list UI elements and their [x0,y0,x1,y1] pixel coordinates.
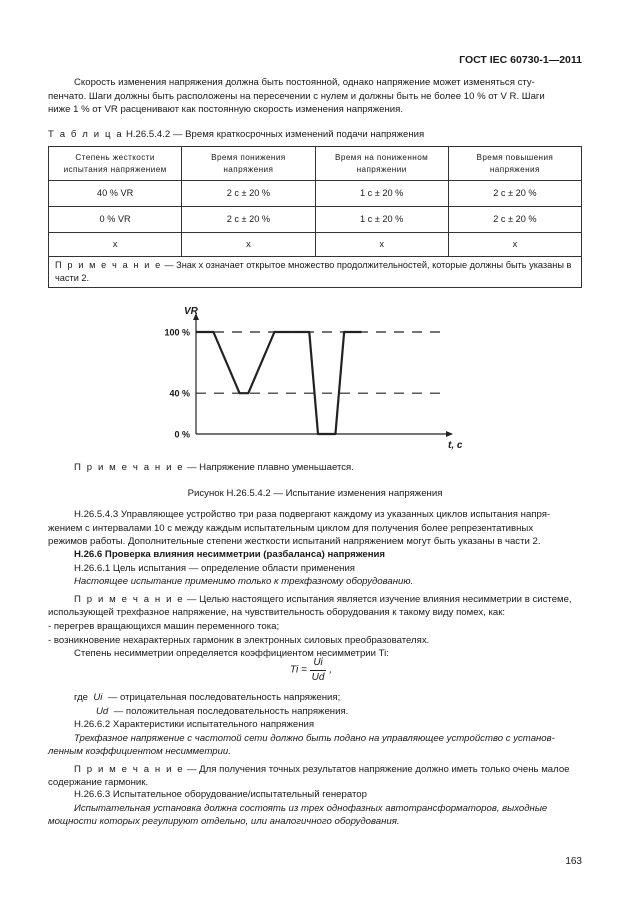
voltage-change-table [48,146,582,288]
table-cell: 2 с ± 20 % [448,181,581,207]
intro-line-3: ниже 1 % от VR расценивают как постоянную скорость изменения напряжения. [48,104,403,116]
para-line: Н.26.5.4.3 Управляющее устройство три раза подвергают каждому из указанных циклов испытания напря- [74,509,551,520]
table-note-row [49,257,582,288]
chart-ylabel: VR [184,306,198,317]
table-cell: 2 с ± 20 % [182,181,315,207]
page-number: 163 [565,856,582,867]
figure-note-label: П р и м е ч а н и е [74,462,185,473]
formula-numerator: Ui [310,656,327,671]
note-label: П р и м е ч а н и е [74,763,185,775]
chart-tick-label: 40 % [169,388,190,399]
note-text: — Целью настоящего испытания является изучение влияния несимметрии в системе, [184,593,572,605]
table-caption-text: Н.26.5.4.2 — Время краткосрочных изменений подачи напряжения [125,129,425,140]
formula-tail: , [329,664,333,676]
para-line: мощности которых регулируют отдельно, или аналогичного оборудования. [48,816,400,828]
note-label: П р и м е ч а н и е [74,593,185,605]
section-26-5-4-3 [48,508,582,549]
intro-line-1: Скорость изменения напряжения должна быть постоянной, однако напряжение может изменяться сту- [74,77,535,88]
formula-denominator: Ud [311,671,325,683]
note-line [48,763,582,777]
table-header-row [49,147,582,181]
table-cell: x [315,233,448,257]
para-line: Степень несимметрии определяется коэффициентом несимметрии Ti: [74,648,389,660]
list-item: - перегрев вращающихся машин переменного тока; [48,620,280,632]
para-line: режимов работы. Дополнительные степени жесткости испытаний напряжением могут быть указаны в части 2. [48,536,541,548]
para-line: ленным коэффициентом несимметрии. [48,746,231,758]
where-text: — отрицательная последовательность напряжения; [107,692,341,703]
table-caption [48,128,582,142]
where-line [48,705,582,719]
table-header-cell: Время понижения напряжения [182,147,315,181]
para-line: Настоящее испытание применимо только к трехфазному оборудованию. [74,576,414,588]
subsection-title: Н.26.6.2 Характеристики испытательного напряжения [74,719,315,730]
section-26-6-2 [48,718,582,790]
where-text: — положительная последовательность напряжения. [113,705,349,717]
table-cell: 2 с ± 20 % [448,207,581,233]
section-26-6 [48,548,582,661]
note-line: содержание гармоник. [48,777,149,789]
intro-paragraph [48,76,582,117]
unbalance-formula [290,656,332,684]
table-cell: 40 % VR [49,181,182,207]
table-row [49,233,582,257]
note-text: — Для получения точных результатов напряжение должно иметь только очень малое [184,763,570,775]
table-cell: x [49,233,182,257]
para-line: Испытательная установка должна состоять из трех однофазных автотрансформаторов, выходные [74,802,548,814]
page-header: ГОСТ IEC 60730-1—2011 [459,54,582,66]
voltage-test-chart [140,296,480,456]
table-header-cell: Время на пониженном напряжении [315,147,448,181]
table-row [49,181,582,207]
note-line: использующей трехфазное напряжение, на чувствительность оборудования к такому виду помех, как: [48,607,506,619]
where-line [48,691,582,705]
subsection-title: Н.26.6.1 Цель испытания — определение области применения [74,562,356,574]
where-symbol: Ud [96,705,109,717]
figure-caption: Рисунок Н.26.5.4.2 — Испытание изменения напряжения [187,488,443,499]
where-symbol: Ui [93,692,103,703]
formula-lhs: Ti = [290,664,307,676]
figure-note-text: — Напряжение плавно уменьшается. [184,462,354,473]
where-clause [48,691,582,718]
table-note-text: — Знак x означает открытое множество продолжительностей, которые должны быть указаны в части 2. [55,260,572,283]
para-line: жением с интервалами 10 с между каждым испытательным циклом для получения более репрезентативных [48,522,534,534]
subsection-title: Н.26.6.3 Испытательное оборудование/испытательный генератор [74,789,367,800]
intro-line-2: пенчато. Шаги должны быть расположены на пересечении с нулем и должны быть не более 10 % от V R. Шаги [48,90,545,102]
table-caption-label: Т а б л и ц а [48,129,124,140]
note-line [48,593,582,607]
list-item: - возникновение нехарактерных гармоник в электронных силовых преобразователях. [48,634,430,646]
chart-tick-label: 0 % [174,429,190,440]
chart-x-arrow [446,431,453,437]
chart-series-dip-40 [196,332,292,393]
chart-tick-label: 100 % [164,327,190,338]
section-26-6-3 [48,788,582,829]
table-header-cell: Степень жесткости испытания напряжением [49,147,182,181]
table-cell: 1 с ± 20 % [315,207,448,233]
where-prefix: где [74,692,89,703]
table-header-cell: Время повышения напряжения [448,147,581,181]
table-row [49,207,582,233]
table-note-label: П р и м е ч а н и е [55,260,162,270]
para-line: Трехфазное напряжение с частотой сети должно быть подано на управляющее устройство с установ- [74,732,555,744]
section-title: Н.26.6 Проверка влияния несимметрии (разбаланса) напряжения [74,549,386,560]
table-cell: 0 % VR [49,207,182,233]
table-cell: x [448,233,581,257]
formula-fraction [310,656,327,684]
chart-series-dip-0 [292,332,362,434]
figure-note [48,461,582,475]
table-note [49,257,582,288]
table-cell: 2 с ± 20 % [182,207,315,233]
table-cell: x [182,233,315,257]
table-cell: 1 с ± 20 % [315,181,448,207]
figure-note-line [48,461,582,475]
chart-xlabel: t, c [448,440,463,451]
